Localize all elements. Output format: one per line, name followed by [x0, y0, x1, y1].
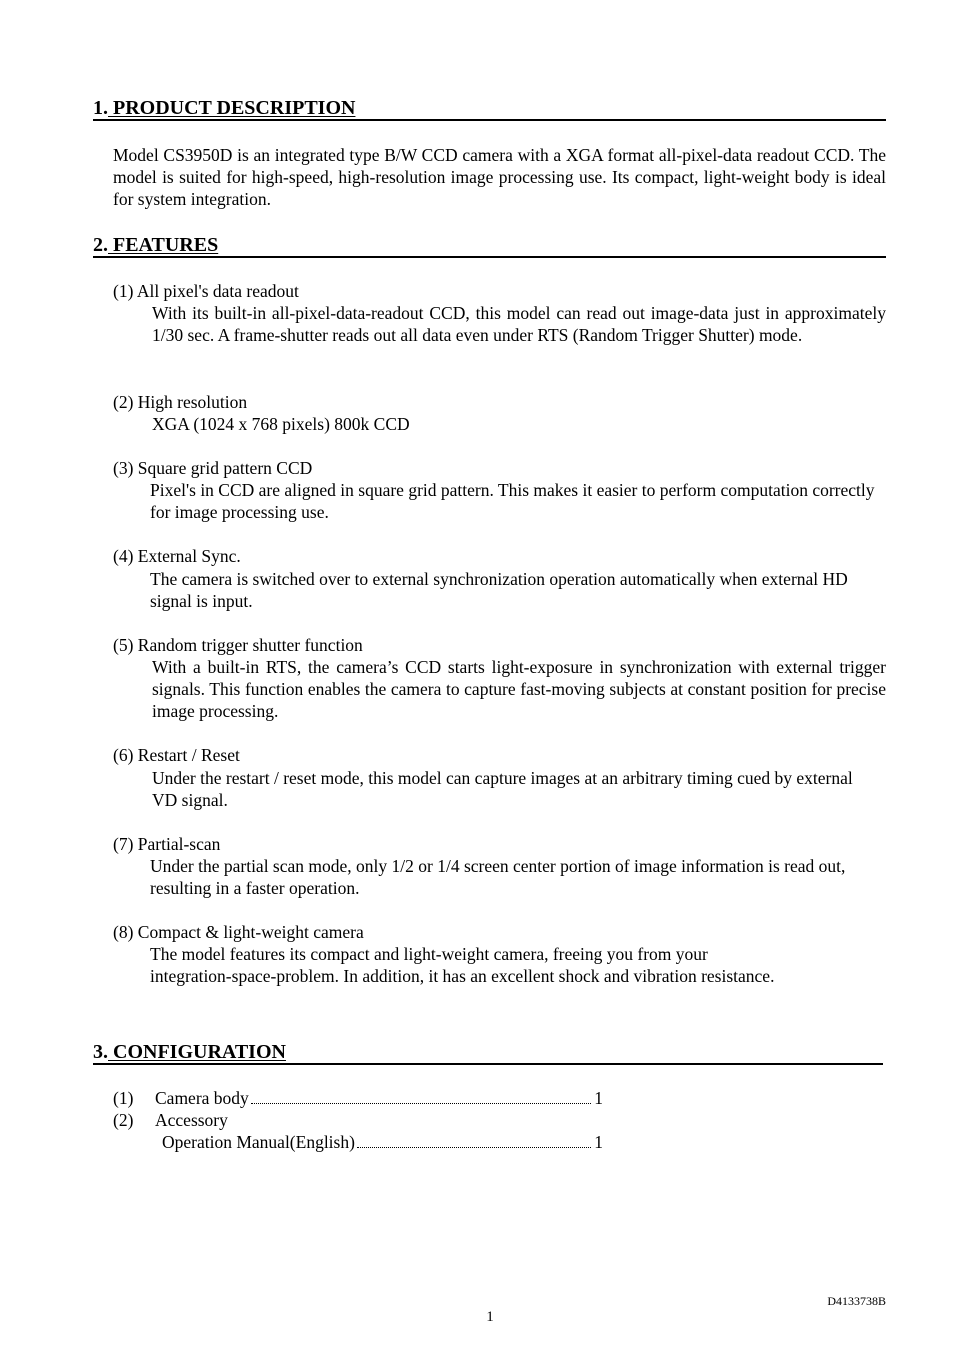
- section-heading-features: [93, 234, 886, 258]
- feature-3-title: (3) Square grid pattern CCD: [113, 458, 313, 478]
- config-row-number: (2): [113, 1110, 134, 1130]
- section-title: CONFIGURATION: [108, 1041, 286, 1063]
- feature-6-title: (6) Restart / Reset: [113, 745, 240, 765]
- config-row-camera-body: [113, 1087, 603, 1109]
- section-title: FEATURES: [108, 234, 219, 256]
- section-heading-product-description: [93, 97, 886, 121]
- config-row-number: (1): [113, 1088, 134, 1108]
- feature-7-title: (7) Partial-scan: [113, 834, 221, 854]
- feature-5-body: With a built-in RTS, the camera’s CCD starts light-exposure in synchronization with external trigger signals. This function enables the camera to capture fast-moving subjects at constant position for precise image processing.: [152, 657, 886, 721]
- page-number: 1: [486, 1309, 494, 1325]
- feature-8-title: (8) Compact & light-weight camera: [113, 922, 364, 942]
- feature-7-body: Under the partial scan mode, only 1/2 or 1/4 screen center portion of image information is read out, resulting in a faster operation.: [150, 856, 846, 898]
- section-number: 3.: [93, 1041, 108, 1063]
- leader-dots: [357, 1147, 591, 1148]
- feature-5-title: (5) Random trigger shutter function: [113, 635, 363, 655]
- product-description-paragraph: Model CS3950D is an integrated type B/W CCD camera with a XGA format all-pixel-data readout CCD. The model is suited for high-speed, high-resolution image processing use. Its compact, light-weight body is ideal for system integration.: [113, 145, 886, 209]
- feature-8-body-line2: integration-space-problem. In addition, it has an excellent shock and vibration resistance.: [150, 966, 775, 986]
- feature-1-body: With its built-in all-pixel-data-readout CCD, this model can read out image-data just in approximately 1/30 sec. A frame-shutter reads out all data even under RTS (Random Trigger Shutter) mode.: [152, 303, 886, 345]
- feature-4-body: The camera is switched over to external synchronization operation automatically when external HD signal is input.: [150, 569, 848, 611]
- config-row-accessory: [113, 1109, 228, 1131]
- config-row-operation-manual: [162, 1131, 603, 1153]
- feature-3-body: Pixel's in CCD are aligned in square grid pattern. This makes it easier to perform computation correctly for image processing use.: [150, 480, 875, 522]
- leader-dots: [251, 1103, 591, 1104]
- section-heading-configuration: [93, 1041, 883, 1065]
- config-row-qty: 1: [594, 1088, 603, 1108]
- feature-8-body-line1: The model features its compact and light-weight camera, freeing you from your: [150, 944, 708, 964]
- section-number: 1.: [93, 97, 108, 119]
- feature-1-title: (1) All pixel's data readout: [113, 281, 299, 301]
- feature-2-body: XGA (1024 x 768 pixels) 800k CCD: [152, 414, 410, 434]
- config-row-qty: 1: [594, 1132, 603, 1152]
- config-row-label: Camera body: [155, 1088, 249, 1108]
- config-row-label: Operation Manual(English): [162, 1132, 355, 1152]
- document-code: D4133738B: [827, 1294, 886, 1308]
- feature-2-title: (2) High resolution: [113, 392, 248, 412]
- section-title: PRODUCT DESCRIPTION: [108, 97, 356, 119]
- config-row-label: Accessory: [155, 1110, 228, 1130]
- feature-6-body: Under the restart / reset mode, this model can capture images at an arbitrary timing cued by external VD signal.: [152, 768, 853, 810]
- section-number: 2.: [93, 234, 108, 256]
- feature-4-title: (4) External Sync.: [113, 546, 241, 566]
